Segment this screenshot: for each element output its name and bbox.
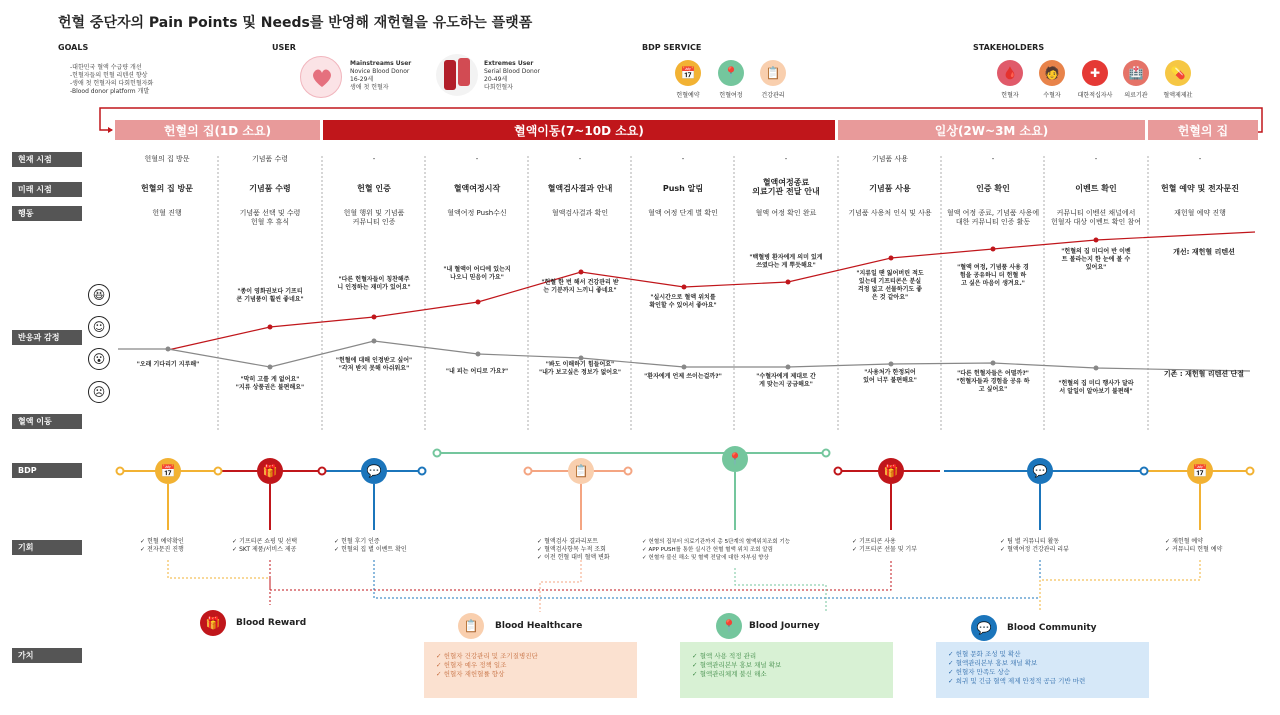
current-emotion-quote: 기존 : 재헌혈 리텐션 단절 bbox=[1163, 370, 1245, 378]
extreme-user-title: Extremes User bbox=[484, 60, 534, 67]
page-title: 헌혈 중단자의 Pain Points 및 Needs를 반영해 재헌혈을 유도하는 플랫폼 bbox=[58, 15, 533, 31]
calendar-icon: 📅 bbox=[155, 458, 181, 484]
future-emotion-quote: "다른 헌혈자들이 칭찬해주 니 인정하는 재미가 있어요" bbox=[337, 276, 411, 291]
opportunity-item: ✓ 기프티콘 쇼핑 및 선택 bbox=[232, 538, 297, 546]
opportunity-list bbox=[852, 538, 917, 554]
goal-item: -헌혈자들의 헌혈 리텐션 향상 bbox=[70, 72, 148, 79]
column-action: 기념품 사용처 인식 및 사용 bbox=[848, 209, 932, 217]
bdp-service-label: 헌혈여정 bbox=[719, 92, 743, 99]
current-emotion-quote: "헌혈의 집 미디 행사가 달라 서 알일이 알아보기 불편해" bbox=[1058, 380, 1134, 395]
row-label-future: 미래 시점 bbox=[12, 182, 82, 197]
phase-bar: 헌혈의 집 bbox=[1148, 120, 1258, 140]
stakeholder-label: 의료기관 bbox=[1124, 92, 1148, 99]
bdp-service-label: 헌혈예약 bbox=[676, 92, 700, 99]
sad-face-icon: ☹ bbox=[88, 381, 110, 403]
opportunity-item: ✓ 혈액여정 건강관리 리뷰 bbox=[1000, 546, 1069, 554]
calendar-icon: 📅 bbox=[1187, 458, 1213, 484]
future-emotion-quote: "혈액 여정, 기념품 사용 경 험을 공유하니 더 헌혈 하 고 싶은 마음이 생겨요." bbox=[957, 264, 1029, 287]
opportunity-item: ✓ APP PUSH를 통한 실시간 헌혈 혈액 위치 조회 알림 bbox=[642, 546, 790, 554]
mainstream-user-line: 16-29세 bbox=[350, 76, 374, 83]
future-emotion-quote: 개선: 재헌혈 리텐션 bbox=[1173, 248, 1235, 256]
future-emotion-quote: "백혈병 환자에게 의미 있게 쓰였다는 게 뿌듯해요" bbox=[749, 254, 823, 269]
current-emotion-quote: "봐도 이해하기 힘들어요" "내가 보고싶은 정보가 없어요" bbox=[538, 361, 622, 376]
column-future: 헌혈 인증 bbox=[357, 184, 391, 193]
column-action: 혈액 여정 확인 완료 bbox=[755, 209, 817, 217]
future-emotion-quote: "지류일 땐 잃어버린 적도 있는데 기프티콘은 분실 걱정 없고 선물하기도 좋 은 것 같아요" bbox=[856, 270, 924, 301]
opportunity-item: ✓ 전자문진 진행 bbox=[140, 546, 184, 554]
opportunity-list bbox=[1165, 538, 1222, 554]
chat-icon: 💬 bbox=[1027, 458, 1053, 484]
column-current: - bbox=[991, 155, 995, 163]
opportunity-list bbox=[1000, 538, 1069, 554]
value-item: ✓ 희귀 및 긴급 혈액 제제 안정적 공급 기반 마련 bbox=[948, 677, 1137, 686]
map-pin-icon: 📍 bbox=[722, 446, 748, 472]
calendar-icon: 📅 bbox=[675, 60, 701, 86]
bdp-service-label: 건강관리 bbox=[761, 92, 785, 99]
phase-bar: 헌혈의 집(1D 소요) bbox=[115, 120, 320, 140]
blood-bag-icon: 🩸 bbox=[997, 60, 1023, 86]
opportunity-list bbox=[537, 538, 610, 562]
red-cross-icon: ✚ bbox=[1082, 60, 1108, 86]
row-label-action: 행동 bbox=[12, 206, 82, 221]
gift-icon: 🎁 bbox=[200, 610, 226, 636]
value-item: ✓ 혈액관리체계 불신 해소 bbox=[692, 670, 881, 679]
phase-bar: 혈액이동(7~10D 소요) bbox=[323, 120, 835, 140]
goal-item: -대한민국 혈액 수급량 개선 bbox=[70, 64, 142, 71]
gift-icon: 🎁 bbox=[257, 458, 283, 484]
column-current: - bbox=[578, 155, 582, 163]
column-action: 헌혈 행위 및 기념품 커뮤니티 인증 bbox=[343, 209, 405, 226]
bdp-service-heading: BDP SERVICE bbox=[642, 43, 702, 52]
mainstream-user-line: 생애 첫 헌혈자 bbox=[350, 84, 389, 91]
row-label-emotion: 반응과 감정 bbox=[12, 330, 82, 345]
stakeholder-label: 헌혈자 bbox=[1001, 92, 1019, 99]
opportunity-item: ✓ SKT 제품/서비스 제공 bbox=[232, 546, 297, 554]
stakeholder-label: 혈액제제社 bbox=[1163, 92, 1193, 99]
user-heading: USER bbox=[272, 43, 296, 52]
extreme-user-line: 다회헌혈자 bbox=[484, 84, 513, 91]
opportunity-list bbox=[232, 538, 297, 554]
column-action: 혈액여정 Push수신 bbox=[447, 209, 507, 217]
row-label-value: 가치 bbox=[12, 648, 82, 663]
value-item: ✓ 혈액관리본부 홍보 채널 확보 bbox=[948, 659, 1137, 668]
future-emotion-quote: "실시간으로 혈액 위치를 확인할 수 있어서 좋아요" bbox=[649, 294, 717, 309]
smiling-face-icon: ☺ bbox=[88, 316, 110, 338]
value-item: ✓ 헌혈자 예우 정책 일조 bbox=[436, 661, 625, 670]
column-future: 헌혈 예약 및 전자문진 bbox=[1161, 184, 1239, 193]
health-chart-icon: 📋 bbox=[458, 613, 484, 639]
current-emotion-quote: "내 피는 어디로 가요?" bbox=[445, 368, 509, 375]
surprised-face-icon: 😮 bbox=[88, 348, 110, 370]
phase-bar: 일상(2W~3M 소요) bbox=[838, 120, 1145, 140]
value-item: ✓ 혈액관리본부 홍보 채널 확보 bbox=[692, 661, 881, 670]
health-chart-icon: 📋 bbox=[760, 60, 786, 86]
current-emotion-quote: "막히 고를 게 없어요" "지류 상품권은 불편해요" bbox=[235, 376, 305, 391]
opportunity-item: ✓ 커뮤니티 헌혈 예약 bbox=[1165, 546, 1222, 554]
opportunity-item: ✓ 이전 헌혈 대비 혈액 변화 bbox=[537, 554, 610, 562]
patient-icon: 🧑 bbox=[1039, 60, 1065, 86]
opportunity-item: ✓ 혈액검사 결과리포트 bbox=[537, 538, 610, 546]
current-emotion-quote: "사용처가 한정되어 있어 너무 불편해요" bbox=[863, 369, 917, 384]
service-name: Blood Community bbox=[1007, 623, 1097, 633]
value-box bbox=[936, 642, 1149, 698]
service-name: Blood Reward bbox=[236, 618, 307, 628]
value-item: ✓ 헌혈자 만족도 상승 bbox=[948, 668, 1137, 677]
row-label-current: 현재 시점 bbox=[12, 152, 82, 167]
value-item: ✓ 혈액 사용 적정 관리 bbox=[692, 652, 881, 661]
future-emotion-quote: "헌혈 한 번 해서 건강관리 받 는 기분까지 느끼니 좋네요" bbox=[541, 279, 619, 294]
column-current: 기념품 사용 bbox=[871, 155, 909, 163]
mainstream-user-line: Novice Blood Donor bbox=[350, 68, 410, 75]
service-name: Blood Healthcare bbox=[495, 621, 583, 631]
column-future: Push 알림 bbox=[662, 184, 704, 193]
map-pin-icon: 📍 bbox=[718, 60, 744, 86]
chat-icon: 💬 bbox=[971, 615, 997, 641]
health-chart-icon: 📋 bbox=[568, 458, 594, 484]
column-future: 기념품 사용 bbox=[869, 184, 911, 193]
chat-icon: 💬 bbox=[361, 458, 387, 484]
value-box bbox=[424, 642, 637, 698]
opportunity-item: ✓ 기프티콘 선물 및 기부 bbox=[852, 546, 917, 554]
opportunity-item: ✓ 혈액검사항목 누적 조회 bbox=[537, 546, 610, 554]
opportunity-item: ✓ 팀 별 커뮤니티 활동 bbox=[1000, 538, 1069, 546]
current-emotion-quote: "오래 기다리기 지루해" bbox=[136, 361, 200, 368]
current-emotion-quote: "환자에게 언제 쓰이는걸까?" bbox=[644, 373, 722, 380]
extreme-user-line: Serial Blood Donor bbox=[484, 68, 540, 75]
pill-icon: 💊 bbox=[1165, 60, 1191, 86]
opportunity-item: ✓ 재헌혈 예약 bbox=[1165, 538, 1222, 546]
row-label-bdp: BDP bbox=[12, 463, 82, 478]
column-action: 혈액 여정 종료, 기념품 사용에 대한 커뮤니티 인증 활동 bbox=[946, 209, 1040, 226]
column-future: 헌혈의 집 방문 bbox=[141, 184, 193, 193]
row-label-opportunity: 기회 bbox=[12, 540, 82, 555]
column-current: - bbox=[1094, 155, 1098, 163]
hospital-icon: 🏥 bbox=[1123, 60, 1149, 86]
current-emotion-quote: "수혈자에게 제대로 간 게 맞는지 궁금해요" bbox=[756, 373, 816, 388]
laughing-face-icon: 😆 bbox=[88, 284, 110, 306]
opportunity-list bbox=[334, 538, 407, 554]
column-future: 혈액여정종료 의료기관 전달 안내 bbox=[752, 178, 820, 196]
future-emotion-quote: "헌혈의 집 미디어 반 이벤 트 볼라는지 한 눈에 볼 수 있어요" bbox=[1061, 248, 1131, 271]
column-action: 혈액 여정 단계 별 확인 bbox=[648, 209, 718, 217]
opportunity-list bbox=[642, 538, 790, 562]
value-item: ✓ 헌혈 문화 조성 및 확산 bbox=[948, 650, 1137, 659]
opportunity-item: ✓ 기프티콘 사용 bbox=[852, 538, 917, 546]
future-emotion-quote: "내 혈액이 어디에 있는지 나오니 믿음이 가요" bbox=[443, 266, 511, 281]
column-future: 인증 확인 bbox=[976, 184, 1010, 193]
extreme-user-line: 20-49세 bbox=[484, 76, 508, 83]
column-future: 기념품 수령 bbox=[249, 184, 291, 193]
column-current: - bbox=[784, 155, 788, 163]
column-action: 헌혈 진행 bbox=[152, 209, 182, 217]
column-current: 헌혈의 집 방문 bbox=[144, 155, 190, 163]
current-emotion-quote: "다른 헌혈자들은 어떨까?" "헌혈자들과 경험을 공유 하 고 싶어요" bbox=[956, 370, 1030, 393]
mainstream-user-title: Mainstreams User bbox=[350, 60, 412, 67]
value-box bbox=[680, 642, 893, 698]
column-current: - bbox=[475, 155, 479, 163]
current-emotion-quote: "헌혈에 대해 인정받고 싶어" "각저 받지 못해 아쉬워요" bbox=[335, 357, 413, 372]
goal-item: -생애 첫 헌혈자의 다회헌혈자화 bbox=[70, 80, 154, 87]
map-pin-icon: 📍 bbox=[716, 613, 742, 639]
row-label-movement: 혈액 이동 bbox=[12, 414, 82, 429]
future-emotion-quote: "종이 영화권보다 기프티 콘 기념품이 훨씬 좋네요" bbox=[236, 288, 304, 303]
stakeholders-heading: STAKEHOLDERS bbox=[973, 43, 1045, 52]
column-action: 커뮤니티 이벤션 채널에서 헌혈자 대상 이벤트 확인 참여 bbox=[1050, 209, 1142, 226]
column-action: 기념품 선택 및 수령 헌혈 후 휴식 bbox=[239, 209, 301, 226]
column-action: 재헌혈 예약 진행 bbox=[1174, 209, 1226, 217]
column-future: 이벤트 확인 bbox=[1075, 184, 1117, 193]
opportunity-list bbox=[140, 538, 184, 554]
column-current: 기념품 수령 bbox=[251, 155, 289, 163]
gift-icon: 🎁 bbox=[878, 458, 904, 484]
column-future: 혈액검사결과 안내 bbox=[547, 184, 613, 193]
opportunity-item: ✓ 헌혈 후기 인증 bbox=[334, 538, 407, 546]
column-future: 혈액여정시작 bbox=[453, 184, 501, 193]
column-action: 혈액검사결과 확인 bbox=[551, 209, 609, 217]
stakeholder-label: 수혈자 bbox=[1043, 92, 1061, 99]
value-item: ✓ 헌혈자 건강관리 및 조기질병진단 bbox=[436, 652, 625, 661]
opportunity-item: ✓ 헌혈 예약확인 bbox=[140, 538, 184, 546]
value-item: ✓ 헌혈자 재헌혈률 향상 bbox=[436, 670, 625, 679]
stakeholder-label: 대한적십자사 bbox=[1077, 92, 1113, 99]
column-current: - bbox=[681, 155, 685, 163]
column-current: - bbox=[1198, 155, 1202, 163]
goals-heading: GOALS bbox=[58, 43, 89, 52]
goal-item: -Blood donor platform 개발 bbox=[70, 88, 150, 95]
opportunity-item: ✓ 헌혈의 집부터 의료기관까지 총 5단계의 혈액위치조회 기능 bbox=[642, 538, 790, 546]
opportunity-item: ✓ 헌혈의 집 별 이벤트 확인 bbox=[334, 546, 407, 554]
service-name: Blood Journey bbox=[749, 621, 820, 631]
column-current: - bbox=[372, 155, 376, 163]
opportunity-item: ✓ 헌혈자 불신 해소 및 혈액 전달에 대한 자부심 향상 bbox=[642, 554, 790, 562]
